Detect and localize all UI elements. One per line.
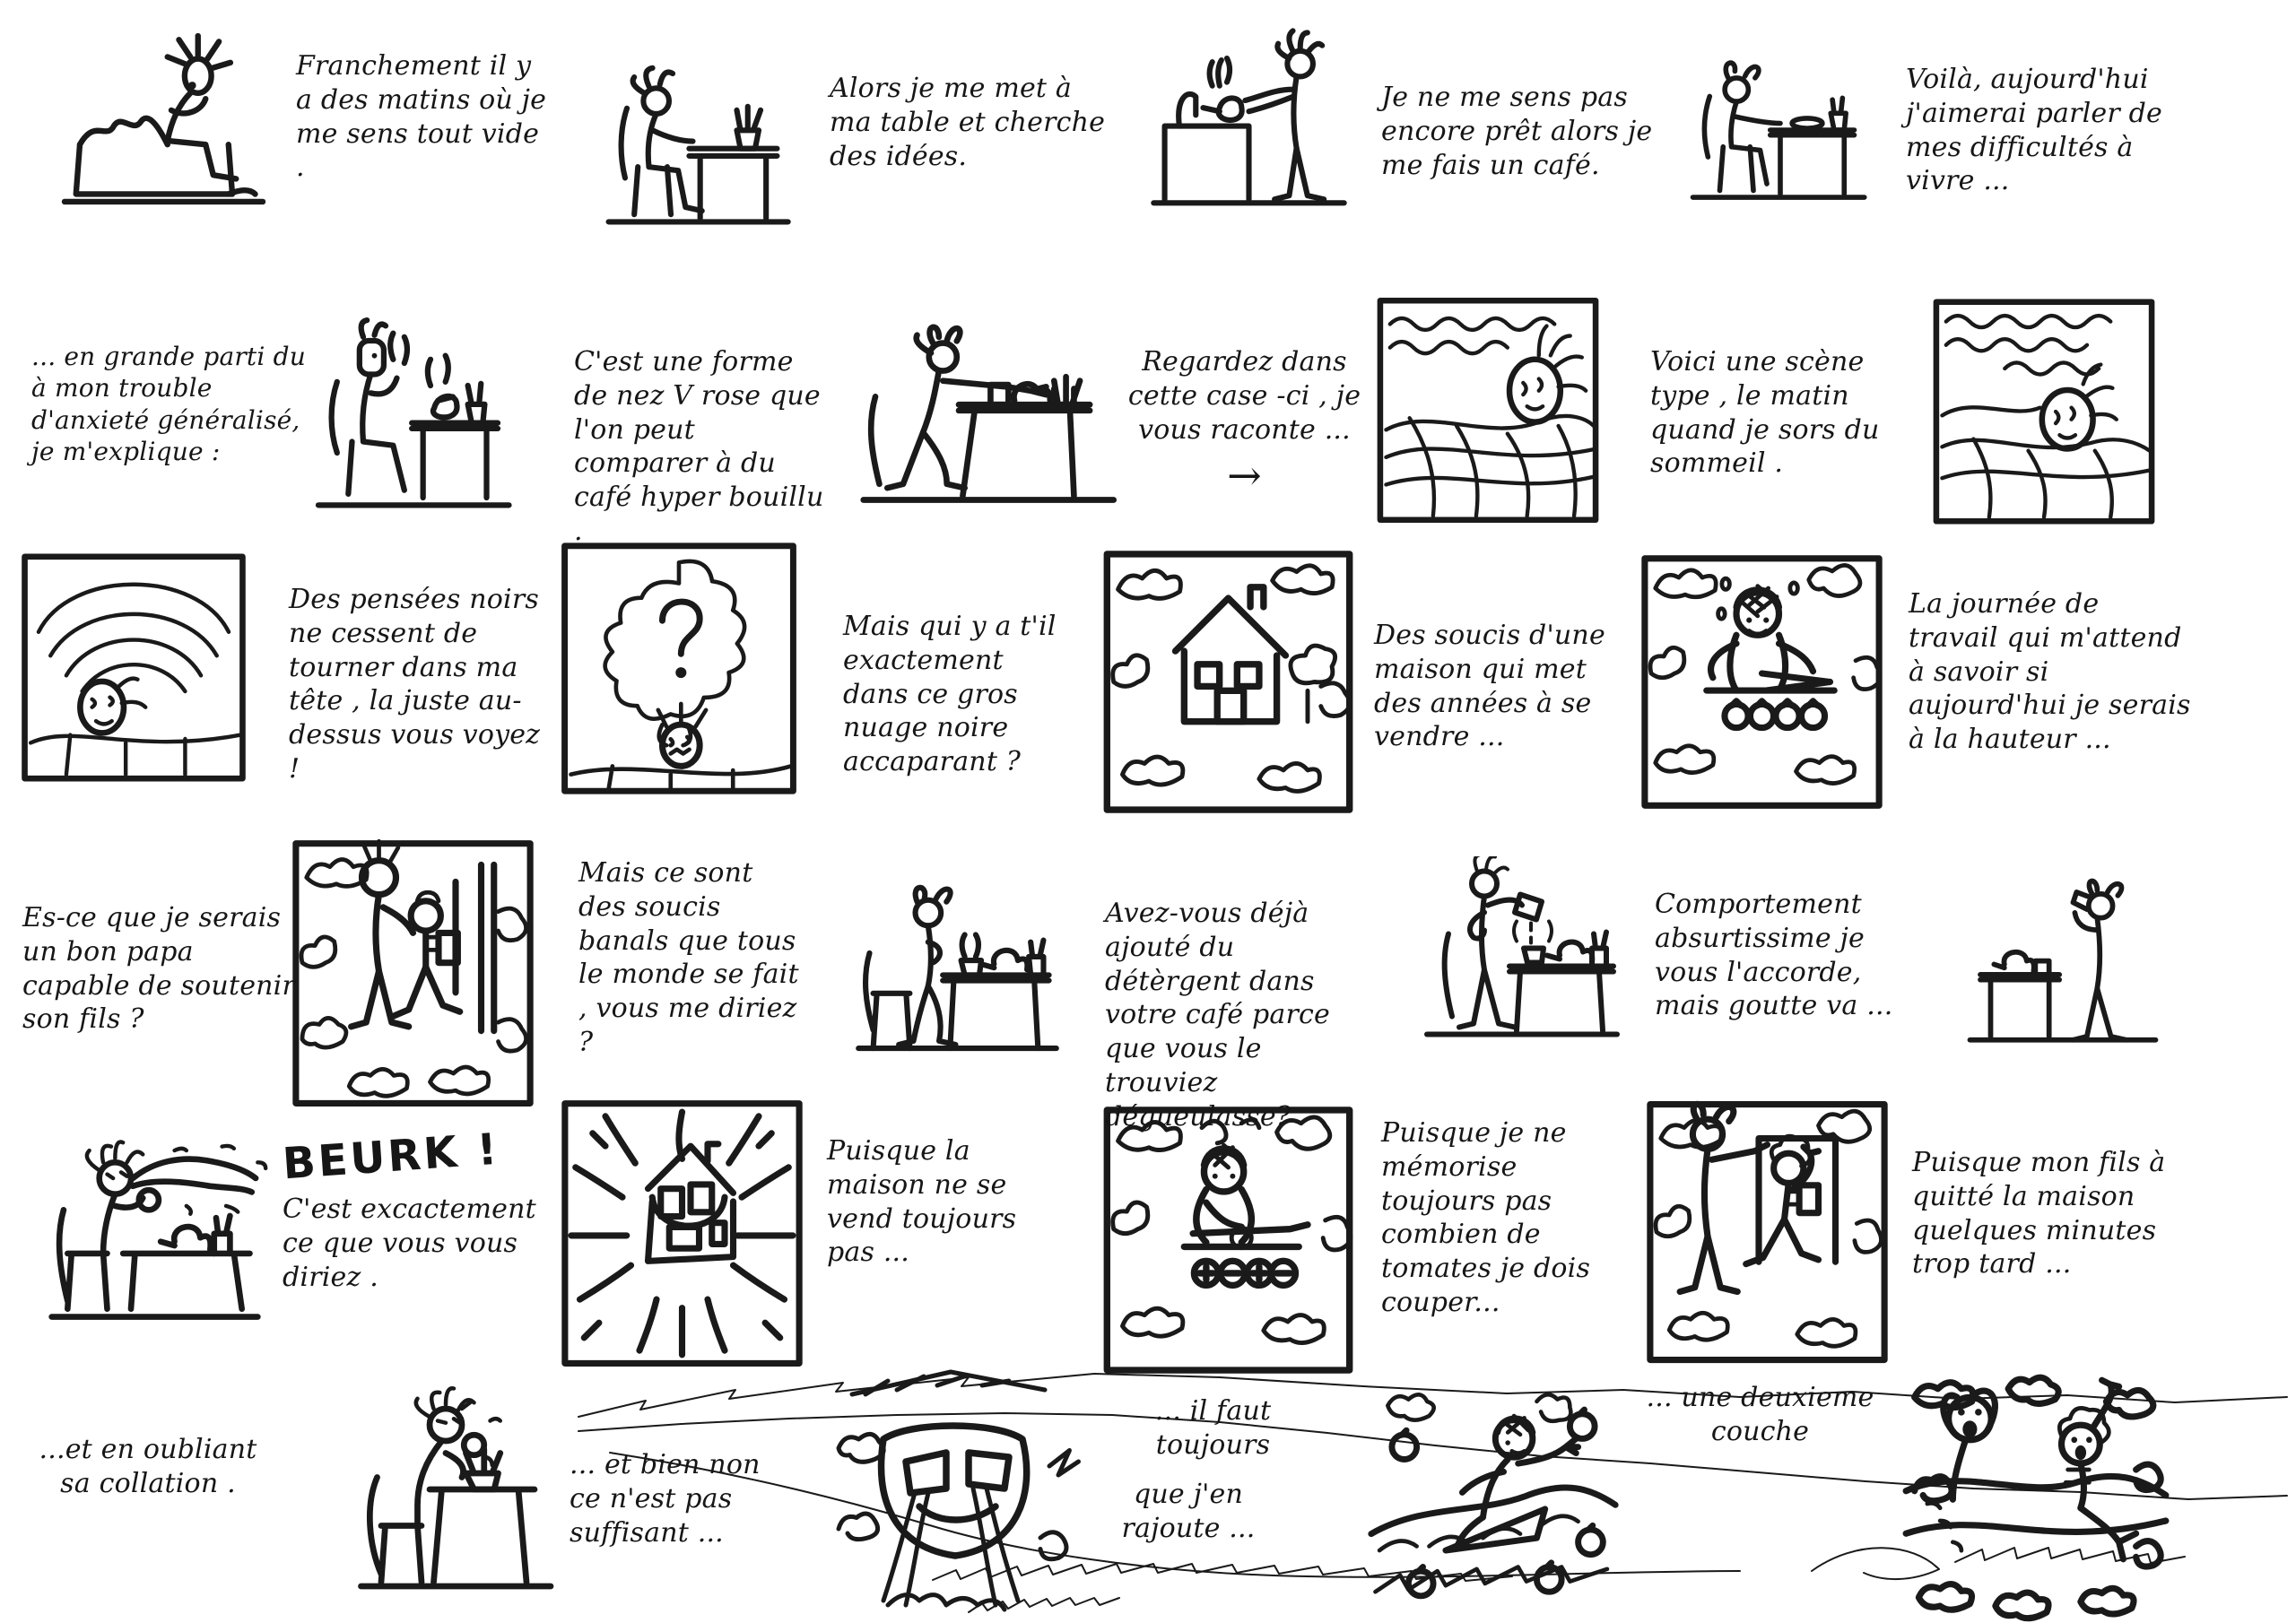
- caption-19: Puisque je ne mémorise toujours pas combien de tomates je dois couper...: [1381, 1117, 1591, 1318]
- arrow-right-icon: →: [1227, 451, 1262, 500]
- caption-24: ... une deuxieme couche: [1646, 1382, 1874, 1447]
- panel-father-and-son-icon: [285, 832, 541, 1115]
- caption-23b: que j'en rajoute ...: [1121, 1479, 1256, 1544]
- panel-house-in-clouds-icon: [1096, 545, 1361, 819]
- person-waking-on-bed-icon: [49, 18, 278, 220]
- caption-22: ... et bien non ce n'est pas suffisant ...: [570, 1449, 761, 1549]
- caption-20: Puisque mon fils à quitté la maison quelques minutes trop tard ...: [1912, 1147, 2166, 1280]
- caption-10: Mais qui y a t'il exactement dans ce gros nuage noire accaparant ?: [843, 611, 1057, 778]
- caption-4: Voilà, aujourd'hui j'aimerai parler de mes difficultés à vivre ...: [1906, 64, 2163, 197]
- caption-8: Voici une scène type , le matin quand je sors du sommeil .: [1650, 346, 1880, 480]
- beurk-exclamation: BEURK !: [281, 1124, 501, 1190]
- panel-sleeping-face-in-waves-icon: [1924, 294, 2164, 529]
- caption-1: Franchement il y a des matins où je me sens tout vide .: [296, 50, 547, 184]
- person-surfing-worries-icon: [1359, 1376, 1628, 1623]
- panel-question-mark-cloud-icon: [554, 536, 804, 801]
- panel-face-under-swirling-thoughts-icon: [13, 549, 254, 786]
- caption-16: Comportement absurtissime je vous l'accorde, mais goutte va ...: [1655, 889, 1893, 1022]
- caption-7: [1126, 345, 1363, 502]
- panel-sleeping-face-in-blanket-icon: [1370, 291, 1605, 529]
- caption-5: ... en grande parti du à mon trouble d'anxieté généralisé, je m'explique :: [31, 342, 307, 466]
- person-pouring-detergent-icon: [1413, 856, 1628, 1067]
- caption-17: [281, 1124, 556, 1295]
- person-sitting-at-desk-icon: [583, 58, 803, 265]
- person-drinking-standing-icon: [1960, 874, 2166, 1072]
- panel-house-in-storm-icon: [554, 1092, 810, 1375]
- caption-11: Des soucis d'une maison qui met des années à se vendre ...: [1374, 620, 1605, 753]
- person-spitting-coffee-icon: [36, 1125, 274, 1336]
- panel-figures-swept-by-wave-icon: [1897, 1367, 2175, 1623]
- person-reaching-across-table-icon: [848, 318, 1126, 542]
- caption-9: Des pensées noirs ne cessent de tourner dans ma tête , la juste au-dessus vous voyez !: [289, 584, 541, 785]
- caption-7-text: Regardez dans cette case -ci , je vous raconte ...: [1127, 346, 1361, 446]
- caption-18: Puisque la maison ne se vend toujours pas ...: [827, 1135, 1017, 1269]
- caption-6: C'est une forme de nez V rose que l'on peut comparer à du café hyper bouillu .: [574, 346, 824, 547]
- person-spewing-at-desk-icon: [341, 1376, 583, 1619]
- person-standing-by-table-icon: [848, 883, 1067, 1076]
- person-eating-breakfast-at-table-icon: [1673, 49, 1874, 224]
- panel-cook-in-clouds-icon: [1634, 545, 1890, 819]
- caption-13: Es-ce que je serais un bon papa capable de soutenir son fils ?: [22, 902, 296, 1036]
- panel-cutting-tomatoes-icon: [1096, 1101, 1361, 1379]
- panel-son-leaving-icon: [1639, 1092, 1895, 1372]
- caption-14: Mais ce sont des soucis banals que tous le monde se fait , vous me diriez ?: [578, 857, 799, 1058]
- caption-3: Je ne me sens pas encore prêt alors je me fais un café.: [1381, 82, 1653, 181]
- caption-23a: ... il faut toujours: [1154, 1395, 1272, 1461]
- person-making-coffee-at-sink-icon: [1139, 27, 1359, 220]
- caption-21: ...et en oubliant sa collation .: [39, 1434, 257, 1499]
- caption-15: Avez-vous déjà ajouté du détèrgent dans votre café parce que vous le trouviez dégueulasse?: [1105, 898, 1330, 1133]
- caption-2: Alors je me met à ma table et cherche des idées.: [830, 73, 1106, 172]
- panel-crying-house-face-icon: [821, 1358, 1090, 1623]
- caption-12: La journée de travail qui m'attend à savoir si aujourd'hui je serais à la hauteur ...: [1909, 588, 2191, 756]
- caption-17-text: C'est excactement ce que vous vous diriez .: [283, 1193, 536, 1294]
- person-with-steaming-coffee-at-table-icon: [296, 314, 520, 547]
